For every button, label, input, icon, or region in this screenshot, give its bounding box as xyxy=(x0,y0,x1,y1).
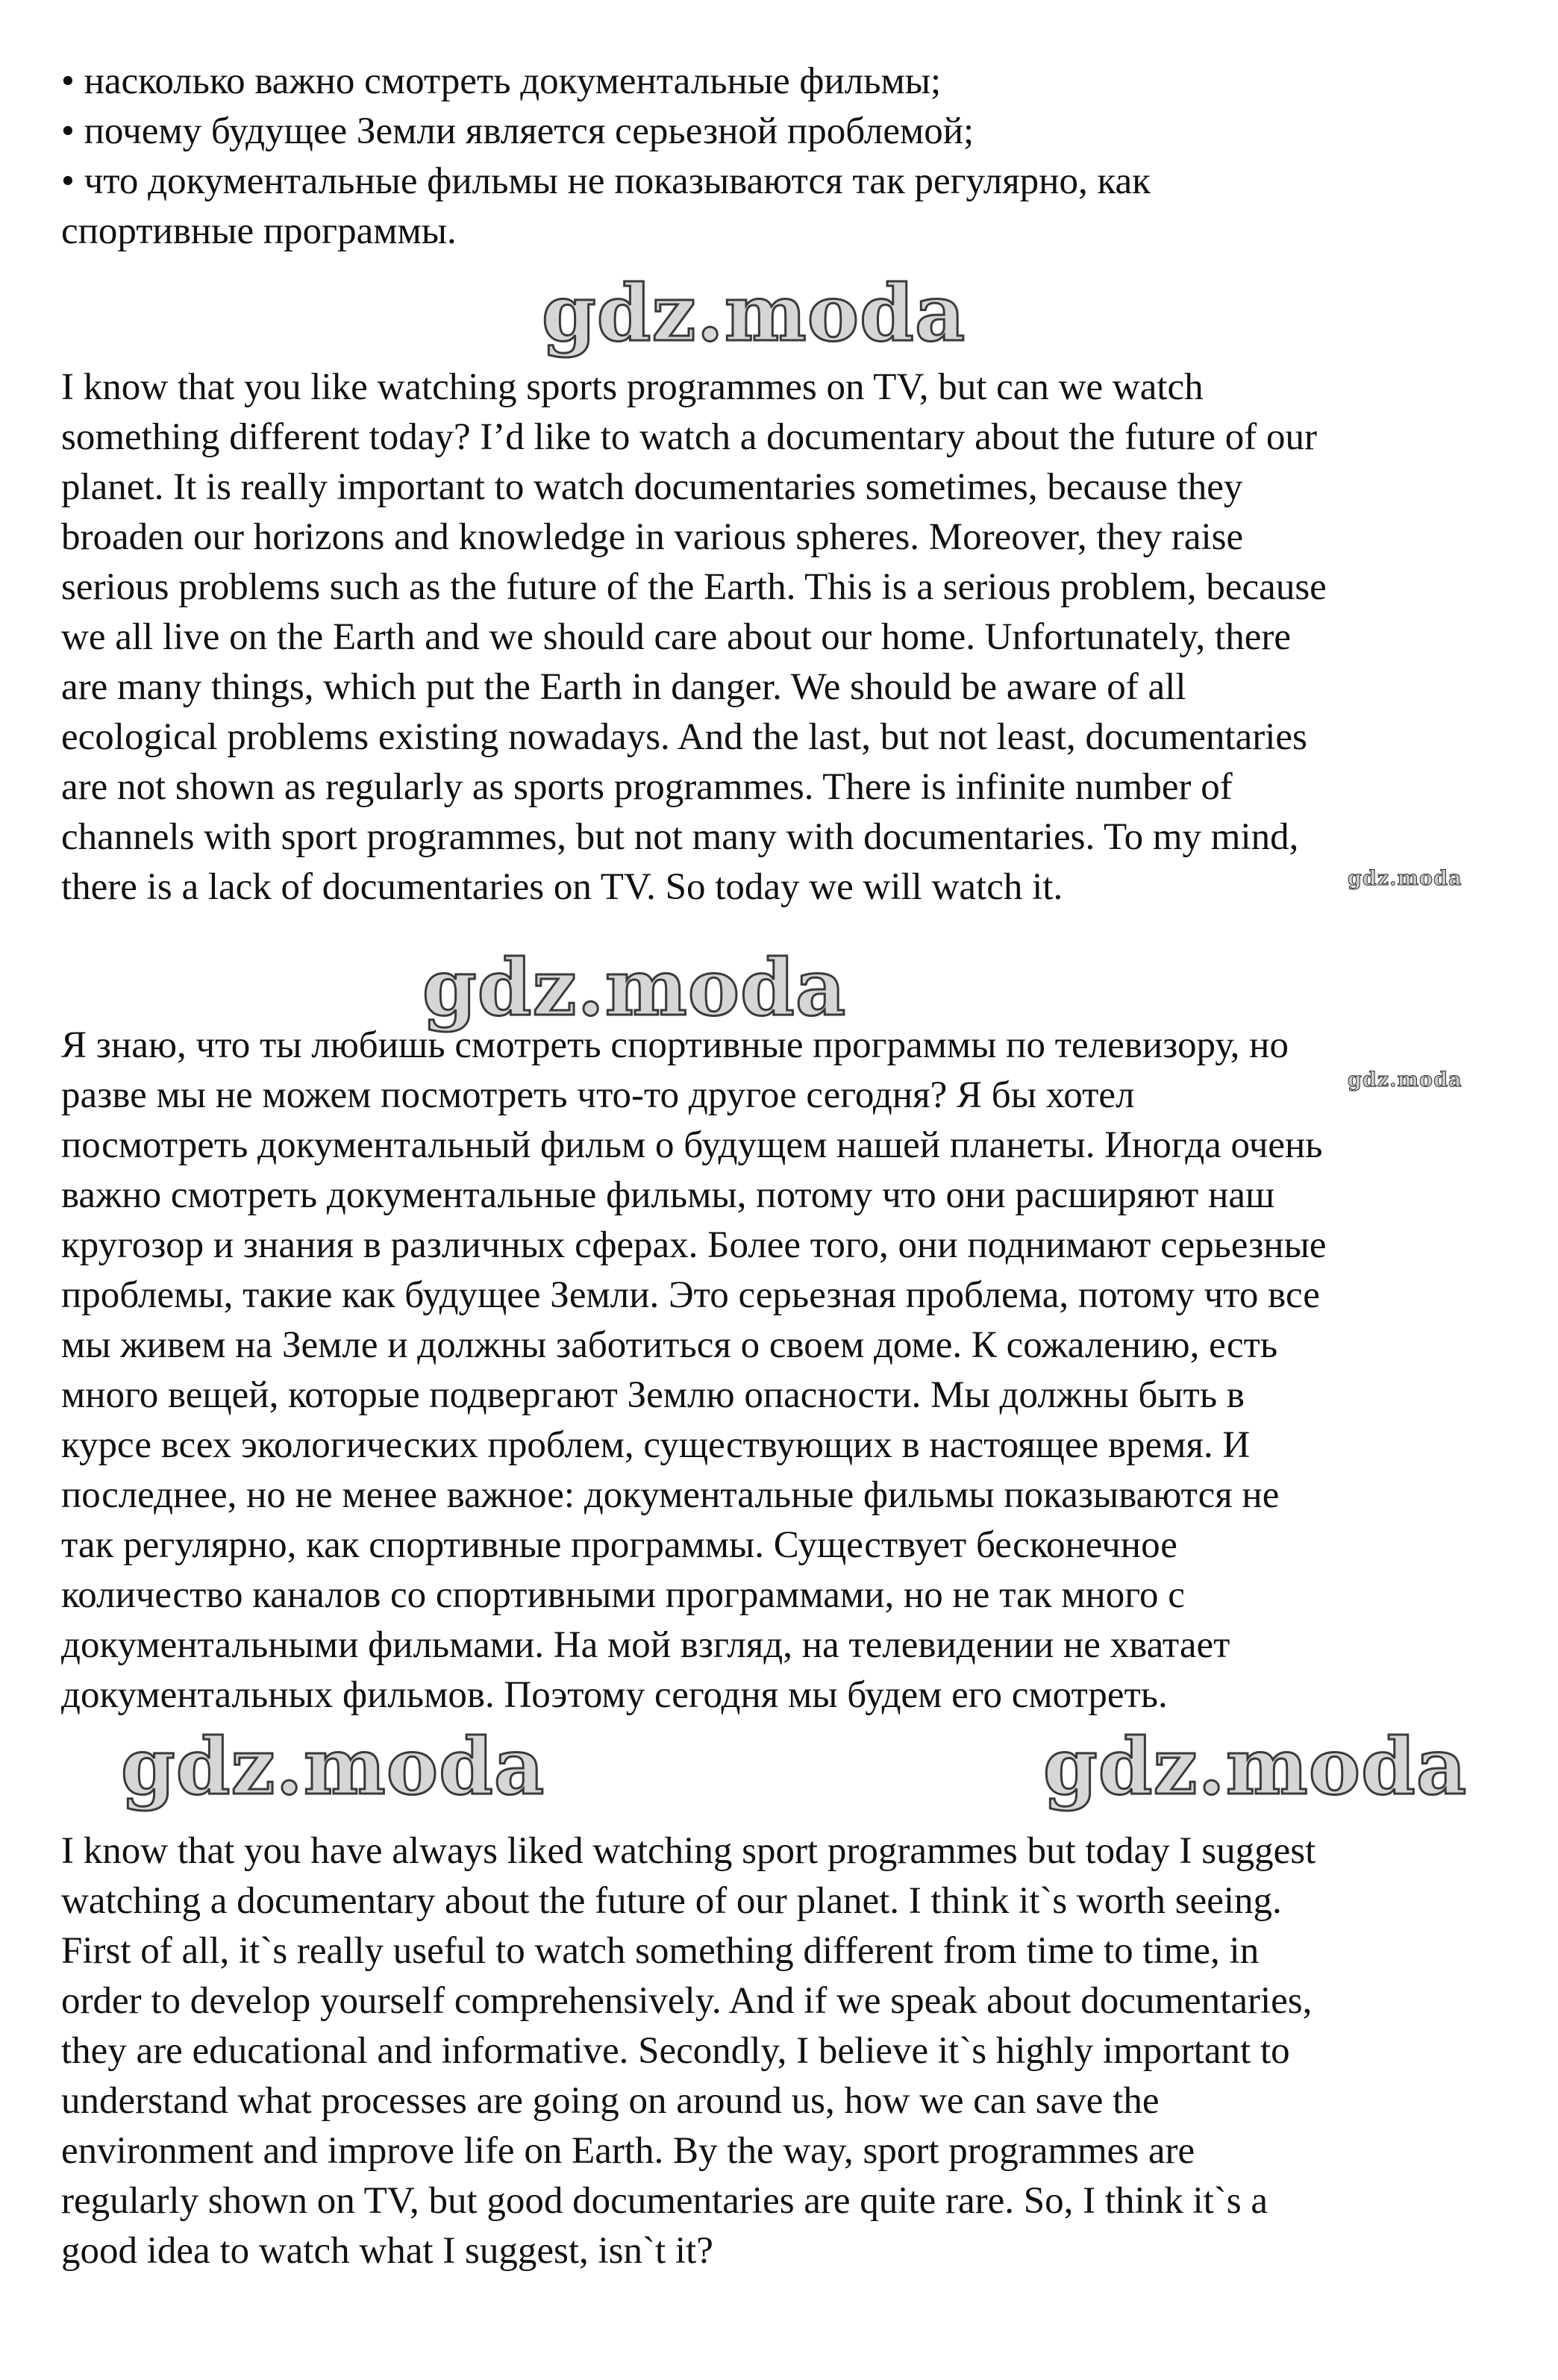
paragraph-line: разве мы не можем посмотреть что-то другое сегодня? Я бы хотел xyxy=(61,1074,1135,1116)
paragraph-line: serious problems such as the future of the Earth. This is a serious problem, because xyxy=(61,566,1327,608)
paragraph-line: курсе всех экологических проблем, существующих в настоящее время. И xyxy=(61,1424,1251,1466)
paragraph-line: broaden our horizons and knowledge in various spheres. Moreover, they raise xyxy=(61,516,1244,558)
paragraph-line: проблемы, такие как будущее Земли. Это серьезная проблема, потому что все xyxy=(61,1274,1320,1316)
watermark-small: gdz.moda xyxy=(1348,867,1462,890)
bullet-item: • что документальные фильмы не показываются так регулярно, как xyxy=(61,160,1151,202)
paragraph-line: ecological problems existing nowadays. And the last, but not least, documentaries xyxy=(61,716,1307,758)
watermark-logo: gdz.moda xyxy=(121,1720,545,1812)
paragraph-line: order to develop yourself comprehensively. And if we speak about documentaries, xyxy=(61,1980,1313,2022)
paragraph-line: regularly shown on TV, but good documentaries are quite rare. So, I think it`s a xyxy=(61,2180,1268,2222)
paragraph-line: важно смотреть документальные фильмы, потому что они расширяют наш xyxy=(61,1174,1275,1216)
paragraph-line: are not shown as regularly as sports programmes. There is infinite number of xyxy=(61,766,1233,808)
bullet-item-continuation: спортивные программы. xyxy=(61,210,457,252)
paragraph-line: there is a lack of documentaries on TV. So today we will watch it. xyxy=(61,866,1063,908)
paragraph-line: много вещей, которые подвергают Землю опасности. Мы должны быть в xyxy=(61,1374,1245,1416)
paragraph-line: understand what processes are going on around us, how we can save the xyxy=(61,2080,1160,2122)
paragraph-line: we all live on the Earth and we should care about our home. Unfortunately, there xyxy=(61,616,1291,658)
paragraph-line: Я знаю, что ты любишь смотреть спортивные программы по телевизору, но xyxy=(61,1024,1289,1066)
paragraph-line: planet. It is really important to watch documentaries sometimes, because they xyxy=(61,466,1243,508)
paragraph-line: I know that you have always liked watching sport programmes but today I suggest xyxy=(61,1830,1316,1872)
bullet-item: • насколько важно смотреть документальные фильмы; xyxy=(61,60,942,102)
paragraph-line: good idea to watch what I suggest, isn`t it? xyxy=(61,2230,713,2272)
paragraph-line: мы живем на Земле и должны заботиться о своем доме. К сожалению, есть xyxy=(61,1324,1278,1366)
watermark-logo: gdz.moda xyxy=(542,267,966,359)
paragraph-line: документальными фильмами. На мой взгляд, на телевидении не хватает xyxy=(61,1624,1230,1666)
paragraph-line: watching a documentary about the future of our planet. I think it`s worth seeing. xyxy=(61,1880,1282,1922)
paragraph-line: кругозор и знания в различных сферах. Более того, они поднимают серьезные xyxy=(61,1224,1327,1266)
paragraph-line: последнее, но не менее важное: документальные фильмы показываются не xyxy=(61,1474,1280,1516)
paragraph-line: так регулярно, как спортивные программы. Существует бесконечное xyxy=(61,1524,1177,1566)
paragraph-line: количество каналов со спортивными программами, но не так много с xyxy=(61,1574,1185,1616)
watermark-logo: gdz.moda xyxy=(1043,1720,1468,1812)
paragraph-line: they are educational and informative. Secondly, I believe it`s highly important to xyxy=(61,2030,1290,2072)
paragraph-line: environment and improve life on Earth. By the way, sport programmes are xyxy=(61,2130,1195,2172)
paragraph-line: посмотреть документальный фильм о будущем нашей планеты. Иногда очень xyxy=(61,1124,1323,1166)
watermark-small: gdz.moda xyxy=(1348,1068,1462,1092)
paragraph-line: First of all, it`s really useful to watch something different from time to time, in xyxy=(61,1930,1260,1972)
paragraph-line: документальных фильмов. Поэтому сегодня мы будем его смотреть. xyxy=(61,1674,1168,1716)
watermark-logo: gdz.moda xyxy=(422,942,847,1033)
paragraph-line: I know that you like watching sports programmes on TV, but can we watch xyxy=(61,366,1204,408)
paragraph-line: are many things, which put the Earth in danger. We should be aware of all xyxy=(61,666,1186,708)
bullet-item: • почему будущее Земли является серьезной проблемой; xyxy=(61,110,974,152)
paragraph-line: channels with sport programmes, but not many with documentaries. To my mind, xyxy=(61,816,1299,858)
paragraph-line: something different today? I’d like to watch a documentary about the future of our xyxy=(61,416,1317,458)
